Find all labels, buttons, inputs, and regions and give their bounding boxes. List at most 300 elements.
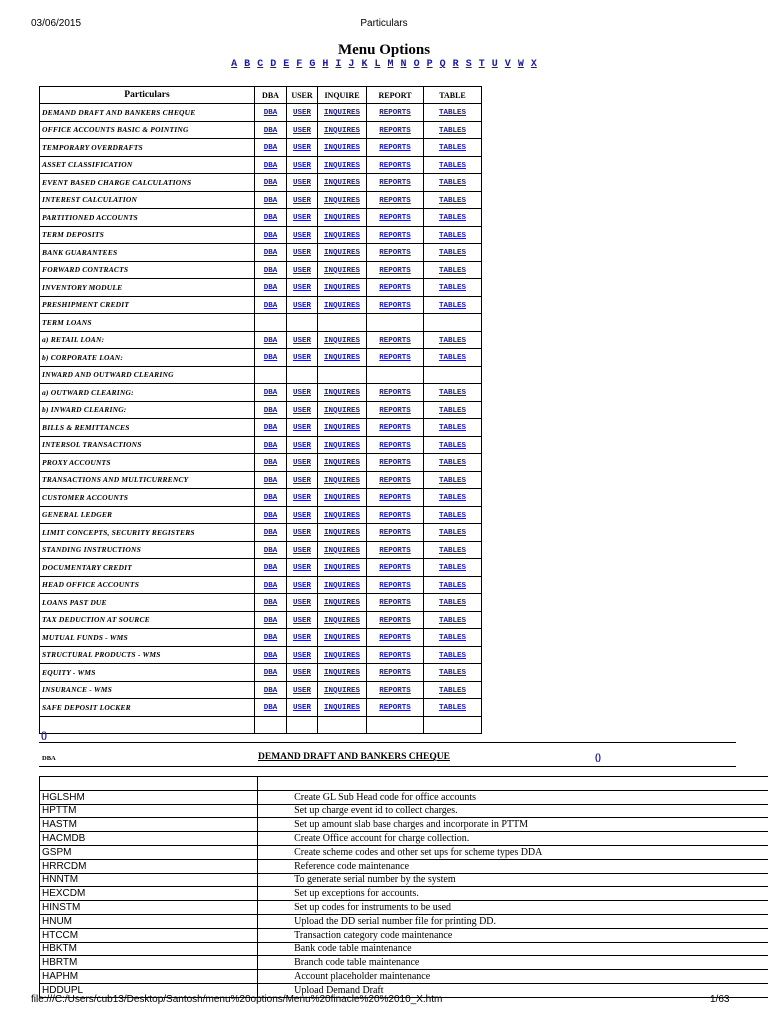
row-table-cell bbox=[424, 244, 482, 262]
user-link[interactable]: USER bbox=[292, 686, 311, 695]
alpha-link-m[interactable]: M bbox=[387, 59, 394, 70]
report-link[interactable]: REPORTS bbox=[379, 126, 411, 135]
table-link[interactable]: TABLES bbox=[438, 511, 466, 520]
dba-link[interactable]: DBA bbox=[263, 459, 278, 468]
row-dba-cell bbox=[255, 576, 287, 594]
user-link[interactable]: USER bbox=[292, 441, 311, 450]
col-user: USER bbox=[287, 87, 318, 104]
report-link[interactable]: REPORTS bbox=[379, 511, 411, 520]
row-particular: TEMPORARY OVERDRAFTS bbox=[40, 139, 255, 157]
alpha-link-w[interactable]: W bbox=[517, 59, 524, 70]
menu-code: HDDUPL bbox=[40, 983, 258, 997]
alpha-link-l[interactable]: L bbox=[374, 59, 381, 70]
report-link[interactable]: REPORTS bbox=[379, 686, 411, 695]
dba-link[interactable]: DBA bbox=[263, 196, 278, 205]
dba-link[interactable]: DBA bbox=[263, 301, 278, 310]
report-link[interactable]: REPORTS bbox=[379, 144, 411, 153]
row-user-cell bbox=[287, 506, 318, 524]
table-link[interactable]: TABLES bbox=[438, 196, 466, 205]
table-link[interactable]: TABLES bbox=[438, 564, 466, 573]
report-link[interactable]: REPORTS bbox=[379, 441, 411, 450]
table-row bbox=[40, 611, 482, 629]
row-table-cell bbox=[424, 716, 482, 734]
table-link[interactable]: TABLES bbox=[438, 686, 466, 695]
inquire-link[interactable]: INQUIRES bbox=[323, 301, 360, 310]
table-link[interactable]: TABLES bbox=[438, 161, 466, 170]
inquire-link[interactable]: INQUIRES bbox=[323, 704, 360, 713]
report-link[interactable]: REPORTS bbox=[379, 476, 411, 485]
row-inquire-cell bbox=[318, 594, 367, 612]
row-dba-cell bbox=[255, 209, 287, 227]
table-link[interactable]: TABLES bbox=[438, 441, 466, 450]
dba-link[interactable]: DBA bbox=[263, 126, 278, 135]
row-table-cell bbox=[424, 296, 482, 314]
user-link[interactable]: USER bbox=[292, 266, 311, 275]
user-link[interactable]: USER bbox=[292, 179, 311, 188]
inquire-link[interactable]: INQUIRES bbox=[323, 494, 360, 503]
row-particular: PROXY ACCOUNTS bbox=[40, 454, 255, 472]
report-link[interactable]: REPORTS bbox=[379, 494, 411, 503]
report-link[interactable]: REPORTS bbox=[379, 284, 411, 293]
report-link[interactable]: REPORTS bbox=[379, 161, 411, 170]
dba-link[interactable]: DBA bbox=[263, 354, 278, 363]
row-inquire-cell bbox=[318, 401, 367, 419]
dba-link[interactable]: DBA bbox=[263, 634, 278, 643]
dba-link[interactable]: DBA bbox=[263, 109, 278, 118]
alpha-link-u[interactable]: U bbox=[491, 59, 498, 70]
row-particular: ASSET CLASSIFICATION bbox=[40, 156, 255, 174]
table-link[interactable]: TABLES bbox=[438, 669, 466, 678]
row-table-cell bbox=[424, 209, 482, 227]
row-particular: a) RETAIL LOAN: bbox=[40, 331, 255, 349]
dba-link[interactable]: DBA bbox=[263, 616, 278, 625]
row-inquire-cell bbox=[318, 104, 367, 122]
table-link[interactable]: TABLES bbox=[438, 284, 466, 293]
user-link[interactable]: USER bbox=[292, 389, 311, 398]
user-link[interactable]: USER bbox=[292, 196, 311, 205]
row-particular: INVENTORY MODULE bbox=[40, 279, 255, 297]
inquire-link[interactable]: INQUIRES bbox=[323, 126, 360, 135]
inquire-link[interactable]: INQUIRES bbox=[323, 109, 360, 118]
dba-link[interactable]: DBA bbox=[263, 336, 278, 345]
table-link[interactable]: TABLES bbox=[438, 109, 466, 118]
user-link[interactable]: USER bbox=[292, 144, 311, 153]
user-link[interactable]: USER bbox=[292, 616, 311, 625]
code-row bbox=[40, 887, 768, 901]
report-link[interactable]: REPORTS bbox=[379, 179, 411, 188]
row-user-cell bbox=[287, 209, 318, 227]
row-report-cell bbox=[367, 314, 424, 332]
row-user-cell bbox=[287, 121, 318, 139]
inquire-link[interactable]: INQUIRES bbox=[323, 441, 360, 450]
inquire-link[interactable]: INQUIRES bbox=[323, 669, 360, 678]
row-table-cell bbox=[424, 279, 482, 297]
inquire-link[interactable]: INQUIRES bbox=[323, 249, 360, 258]
inquire-link[interactable]: INQUIRES bbox=[323, 564, 360, 573]
dba-link[interactable]: DBA bbox=[263, 231, 278, 240]
alpha-link-p[interactable]: P bbox=[426, 59, 433, 70]
table-row bbox=[40, 209, 482, 227]
alpha-link-d[interactable]: D bbox=[270, 59, 277, 70]
dba-link[interactable]: DBA bbox=[263, 266, 278, 275]
alpha-link-a[interactable]: A bbox=[231, 59, 238, 70]
top-anchor-link[interactable]: () bbox=[41, 730, 47, 740]
row-particular: INTERSOL TRANSACTIONS bbox=[40, 436, 255, 454]
user-link[interactable]: USER bbox=[292, 161, 311, 170]
row-inquire-cell bbox=[318, 681, 367, 699]
row-user-cell bbox=[287, 471, 318, 489]
report-link[interactable]: REPORTS bbox=[379, 634, 411, 643]
report-link[interactable]: REPORTS bbox=[379, 546, 411, 555]
user-link[interactable]: USER bbox=[292, 546, 311, 555]
dba-link[interactable]: DBA bbox=[263, 704, 278, 713]
alpha-link-c[interactable]: C bbox=[257, 59, 264, 70]
alpha-link-j[interactable]: J bbox=[348, 59, 355, 70]
code-row bbox=[40, 832, 768, 846]
inquire-link[interactable]: INQUIRES bbox=[323, 686, 360, 695]
inquire-link[interactable]: INQUIRES bbox=[323, 581, 360, 590]
row-particular: TAX DEDUCTION AT SOURCE bbox=[40, 611, 255, 629]
row-dba-cell bbox=[255, 174, 287, 192]
inquire-link[interactable]: INQUIRES bbox=[323, 161, 360, 170]
inquire-link[interactable]: INQUIRES bbox=[323, 459, 360, 468]
alpha-link-x[interactable]: X bbox=[530, 59, 537, 70]
report-link[interactable]: REPORTS bbox=[379, 266, 411, 275]
user-link[interactable]: USER bbox=[292, 284, 311, 293]
alpha-link-r[interactable]: R bbox=[452, 59, 459, 70]
report-link[interactable]: REPORTS bbox=[379, 109, 411, 118]
report-link[interactable]: REPORTS bbox=[379, 249, 411, 258]
table-link[interactable]: TABLES bbox=[438, 301, 466, 310]
row-user-cell bbox=[287, 366, 318, 384]
row-user-cell bbox=[287, 524, 318, 542]
user-link[interactable]: USER bbox=[292, 494, 311, 503]
dba-link[interactable]: DBA bbox=[263, 669, 278, 678]
dba-link[interactable]: DBA bbox=[263, 441, 278, 450]
dba-link[interactable]: DBA bbox=[263, 179, 278, 188]
table-link[interactable]: TABLES bbox=[438, 266, 466, 275]
inquire-link[interactable]: INQUIRES bbox=[323, 196, 360, 205]
row-particular: LIMIT CONCEPTS, SECURITY REGISTERS bbox=[40, 524, 255, 542]
row-report-cell bbox=[367, 541, 424, 559]
row-report-cell bbox=[367, 506, 424, 524]
menu-code: HAPHM bbox=[40, 970, 258, 984]
table-link[interactable]: TABLES bbox=[438, 424, 466, 433]
alpha-link-k[interactable]: K bbox=[361, 59, 368, 70]
inquire-link[interactable]: INQUIRES bbox=[323, 389, 360, 398]
table-link[interactable]: TABLES bbox=[438, 476, 466, 485]
table-row bbox=[40, 629, 482, 647]
dba-link[interactable]: DBA bbox=[263, 389, 278, 398]
inquire-link[interactable]: INQUIRES bbox=[323, 231, 360, 240]
report-link[interactable]: REPORTS bbox=[379, 651, 411, 660]
alpha-link-h[interactable]: H bbox=[322, 59, 329, 70]
code-row bbox=[40, 956, 768, 970]
user-link[interactable]: USER bbox=[292, 336, 311, 345]
code-row bbox=[40, 777, 768, 791]
dba-link[interactable]: DBA bbox=[263, 249, 278, 258]
row-table-cell bbox=[424, 226, 482, 244]
row-report-cell bbox=[367, 349, 424, 367]
table-link[interactable]: TABLES bbox=[438, 651, 466, 660]
report-link[interactable]: REPORTS bbox=[379, 704, 411, 713]
row-report-cell bbox=[367, 331, 424, 349]
user-link[interactable]: USER bbox=[292, 231, 311, 240]
alpha-link-g[interactable]: G bbox=[309, 59, 316, 70]
table-row bbox=[40, 524, 482, 542]
row-user-cell bbox=[287, 226, 318, 244]
inquire-link[interactable]: INQUIRES bbox=[323, 179, 360, 188]
alpha-link-q[interactable]: Q bbox=[439, 59, 446, 70]
dba-link[interactable]: DBA bbox=[263, 284, 278, 293]
table-link[interactable]: TABLES bbox=[438, 704, 466, 713]
inquire-link[interactable]: INQUIRES bbox=[323, 336, 360, 345]
dba-link[interactable]: DBA bbox=[263, 161, 278, 170]
inquire-link[interactable]: INQUIRES bbox=[323, 529, 360, 538]
report-link[interactable]: REPORTS bbox=[379, 354, 411, 363]
table-link[interactable]: TABLES bbox=[438, 144, 466, 153]
user-link[interactable]: USER bbox=[292, 301, 311, 310]
row-report-cell bbox=[367, 699, 424, 717]
inquire-link[interactable]: INQUIRES bbox=[323, 511, 360, 520]
row-table-cell bbox=[424, 541, 482, 559]
alpha-link-o[interactable]: O bbox=[413, 59, 420, 70]
user-link[interactable]: USER bbox=[292, 476, 311, 485]
table-row bbox=[40, 646, 482, 664]
report-link[interactable]: REPORTS bbox=[379, 336, 411, 345]
report-link[interactable]: REPORTS bbox=[379, 669, 411, 678]
table-link[interactable]: TABLES bbox=[438, 354, 466, 363]
alpha-link-v[interactable]: V bbox=[504, 59, 511, 70]
user-link[interactable]: USER bbox=[292, 459, 311, 468]
inquire-link[interactable]: INQUIRES bbox=[323, 651, 360, 660]
table-row bbox=[40, 401, 482, 419]
user-link[interactable]: USER bbox=[292, 704, 311, 713]
alpha-link-s[interactable]: S bbox=[465, 59, 472, 70]
user-link[interactable]: USER bbox=[292, 126, 311, 135]
report-link[interactable]: REPORTS bbox=[379, 301, 411, 310]
report-link[interactable]: REPORTS bbox=[379, 564, 411, 573]
alpha-link-t[interactable]: T bbox=[478, 59, 485, 70]
inquire-link[interactable]: INQUIRES bbox=[323, 546, 360, 555]
table-link[interactable]: TABLES bbox=[438, 459, 466, 468]
menu-code: HTCCM bbox=[40, 928, 258, 942]
row-particular: CUSTOMER ACCOUNTS bbox=[40, 489, 255, 507]
divider bbox=[39, 742, 736, 743]
table-link[interactable]: TABLES bbox=[438, 249, 466, 258]
row-table-cell bbox=[424, 594, 482, 612]
row-table-cell bbox=[424, 139, 482, 157]
dba-link[interactable]: DBA bbox=[263, 476, 278, 485]
report-link[interactable]: REPORTS bbox=[379, 459, 411, 468]
row-report-cell bbox=[367, 559, 424, 577]
report-link[interactable]: REPORTS bbox=[379, 581, 411, 590]
code-row bbox=[40, 873, 768, 887]
menu-description: Account placeholder maintenance bbox=[258, 970, 768, 984]
table-link[interactable]: TABLES bbox=[438, 406, 466, 415]
menu-description: Set up charge event id to collect charges. bbox=[258, 804, 768, 818]
user-link[interactable]: USER bbox=[292, 669, 311, 678]
table-link[interactable]: TABLES bbox=[438, 389, 466, 398]
table-row bbox=[40, 104, 482, 122]
table-link[interactable]: TABLES bbox=[438, 179, 466, 188]
row-table-cell bbox=[424, 366, 482, 384]
user-link[interactable]: USER bbox=[292, 634, 311, 643]
row-particular: FORWARD CONTRACTS bbox=[40, 261, 255, 279]
user-link[interactable]: USER bbox=[292, 214, 311, 223]
section-dba-label: DBA bbox=[42, 755, 56, 762]
table-link[interactable]: TABLES bbox=[438, 529, 466, 538]
table-row bbox=[40, 559, 482, 577]
report-link[interactable]: REPORTS bbox=[379, 599, 411, 608]
row-user-cell bbox=[287, 541, 318, 559]
table-link[interactable]: TABLES bbox=[438, 336, 466, 345]
inquire-link[interactable]: INQUIRES bbox=[323, 599, 360, 608]
user-link[interactable]: USER bbox=[292, 651, 311, 660]
dba-link[interactable]: DBA bbox=[263, 564, 278, 573]
table-row bbox=[40, 594, 482, 612]
report-link[interactable]: REPORTS bbox=[379, 231, 411, 240]
row-table-cell bbox=[424, 524, 482, 542]
alpha-link-i[interactable]: I bbox=[335, 59, 342, 70]
dba-link[interactable]: DBA bbox=[263, 406, 278, 415]
code-row bbox=[40, 928, 768, 942]
row-report-cell bbox=[367, 629, 424, 647]
user-link[interactable]: USER bbox=[292, 529, 311, 538]
row-report-cell bbox=[367, 279, 424, 297]
table-row bbox=[40, 349, 482, 367]
table-link[interactable]: TABLES bbox=[438, 231, 466, 240]
inquire-link[interactable]: INQUIRES bbox=[323, 266, 360, 275]
report-link[interactable]: REPORTS bbox=[379, 406, 411, 415]
menu-code bbox=[40, 777, 258, 791]
row-report-cell bbox=[367, 576, 424, 594]
table-link[interactable]: TABLES bbox=[438, 126, 466, 135]
row-report-cell bbox=[367, 524, 424, 542]
user-link[interactable]: USER bbox=[292, 406, 311, 415]
row-particular bbox=[40, 716, 255, 734]
report-link[interactable]: REPORTS bbox=[379, 529, 411, 538]
row-user-cell bbox=[287, 104, 318, 122]
row-dba-cell bbox=[255, 664, 287, 682]
inquire-link[interactable]: INQUIRES bbox=[323, 406, 360, 415]
user-link[interactable]: USER bbox=[292, 249, 311, 258]
row-report-cell bbox=[367, 209, 424, 227]
dba-link[interactable]: DBA bbox=[263, 144, 278, 153]
row-inquire-cell bbox=[318, 156, 367, 174]
menu-description: Upload Demand Draft bbox=[258, 983, 768, 997]
row-dba-cell bbox=[255, 454, 287, 472]
row-dba-cell bbox=[255, 646, 287, 664]
back-to-top-link[interactable]: () bbox=[595, 752, 601, 762]
col-inquire: INQUIRE bbox=[318, 87, 367, 104]
menu-description: Set up codes for instruments to be used bbox=[258, 901, 768, 915]
table-link[interactable]: TABLES bbox=[438, 599, 466, 608]
dba-link[interactable]: DBA bbox=[263, 214, 278, 223]
report-link[interactable]: REPORTS bbox=[379, 214, 411, 223]
row-particular: INTEREST CALCULATION bbox=[40, 191, 255, 209]
report-link[interactable]: REPORTS bbox=[379, 389, 411, 398]
row-user-cell bbox=[287, 699, 318, 717]
inquire-link[interactable]: INQUIRES bbox=[323, 284, 360, 293]
dba-link[interactable]: DBA bbox=[263, 686, 278, 695]
user-link[interactable]: USER bbox=[292, 581, 311, 590]
row-user-cell bbox=[287, 174, 318, 192]
alpha-link-e[interactable]: E bbox=[283, 59, 290, 70]
row-table-cell bbox=[424, 314, 482, 332]
row-dba-cell bbox=[255, 524, 287, 542]
menu-description: Transaction category code maintenance bbox=[258, 928, 768, 942]
dba-link[interactable]: DBA bbox=[263, 424, 278, 433]
table-row bbox=[40, 314, 482, 332]
inquire-link[interactable]: INQUIRES bbox=[323, 616, 360, 625]
table-link[interactable]: TABLES bbox=[438, 634, 466, 643]
inquire-link[interactable]: INQUIRES bbox=[323, 424, 360, 433]
row-particular: INSURANCE - WMS bbox=[40, 681, 255, 699]
row-inquire-cell bbox=[318, 226, 367, 244]
report-link[interactable]: REPORTS bbox=[379, 196, 411, 205]
menu-code: HPTTM bbox=[40, 804, 258, 818]
row-inquire-cell bbox=[318, 611, 367, 629]
row-table-cell bbox=[424, 174, 482, 192]
menu-description: Bank code table maintenance bbox=[258, 942, 768, 956]
user-link[interactable]: USER bbox=[292, 511, 311, 520]
dba-link[interactable]: DBA bbox=[263, 511, 278, 520]
alpha-link-f[interactable]: F bbox=[296, 59, 303, 70]
dba-link[interactable]: DBA bbox=[263, 581, 278, 590]
table-row bbox=[40, 664, 482, 682]
menu-code: HNUM bbox=[40, 914, 258, 928]
inquire-link[interactable]: INQUIRES bbox=[323, 214, 360, 223]
table-link[interactable]: TABLES bbox=[438, 546, 466, 555]
table-link[interactable]: TABLES bbox=[438, 616, 466, 625]
inquire-link[interactable]: INQUIRES bbox=[323, 634, 360, 643]
inquire-link[interactable]: INQUIRES bbox=[323, 144, 360, 153]
row-table-cell bbox=[424, 261, 482, 279]
dba-link[interactable]: DBA bbox=[263, 651, 278, 660]
menu-description: Branch code table maintenance bbox=[258, 956, 768, 970]
table-link[interactable]: TABLES bbox=[438, 494, 466, 503]
report-link[interactable]: REPORTS bbox=[379, 424, 411, 433]
code-row bbox=[40, 804, 768, 818]
dba-link[interactable]: DBA bbox=[263, 599, 278, 608]
row-dba-cell bbox=[255, 349, 287, 367]
table-link[interactable]: TABLES bbox=[438, 581, 466, 590]
menu-description: Set up amount slab base charges and incorporate in PTTM bbox=[258, 818, 768, 832]
dba-link[interactable]: DBA bbox=[263, 529, 278, 538]
code-row bbox=[40, 845, 768, 859]
table-link[interactable]: TABLES bbox=[438, 214, 466, 223]
alpha-link-n[interactable]: N bbox=[400, 59, 407, 70]
inquire-link[interactable]: INQUIRES bbox=[323, 354, 360, 363]
user-link[interactable]: USER bbox=[292, 354, 311, 363]
dba-link[interactable]: DBA bbox=[263, 546, 278, 555]
inquire-link[interactable]: INQUIRES bbox=[323, 476, 360, 485]
row-particular: a) OUTWARD CLEARING: bbox=[40, 384, 255, 402]
row-particular: EQUITY - WMS bbox=[40, 664, 255, 682]
menu-options-table bbox=[39, 86, 482, 734]
report-link[interactable]: REPORTS bbox=[379, 616, 411, 625]
code-row bbox=[40, 901, 768, 915]
user-link[interactable]: USER bbox=[292, 424, 311, 433]
alpha-link-b[interactable]: B bbox=[244, 59, 251, 70]
dba-link[interactable]: DBA bbox=[263, 494, 278, 503]
user-link[interactable]: USER bbox=[292, 109, 311, 118]
menu-description bbox=[258, 777, 768, 791]
row-dba-cell bbox=[255, 471, 287, 489]
user-link[interactable]: USER bbox=[292, 564, 311, 573]
user-link[interactable]: USER bbox=[292, 599, 311, 608]
